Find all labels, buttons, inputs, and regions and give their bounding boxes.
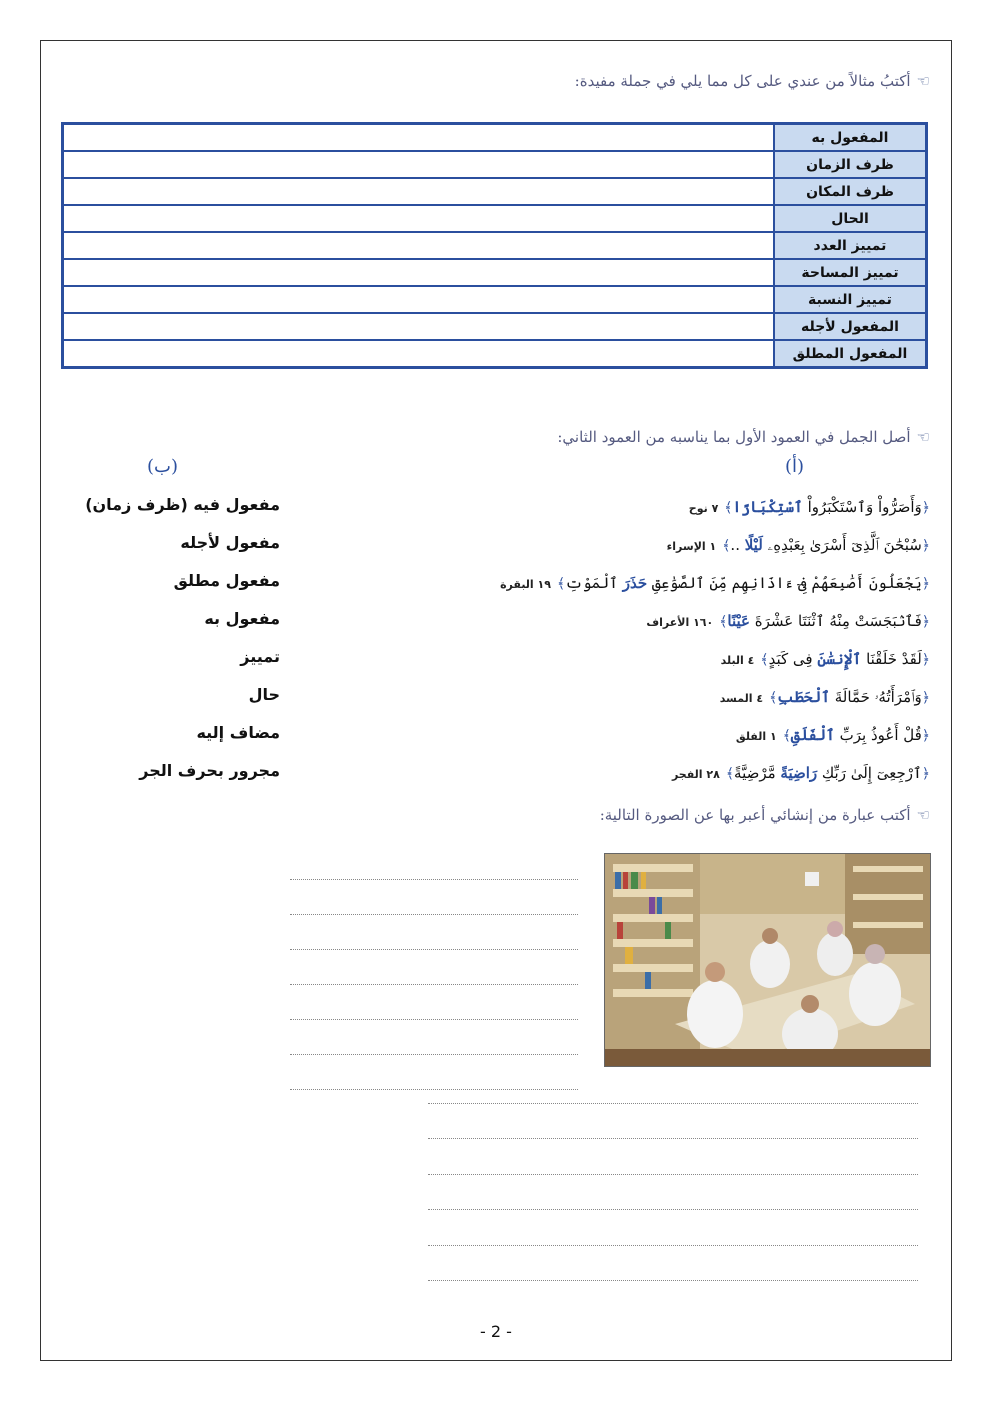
verse-item — [500, 718, 930, 756]
table-row — [63, 259, 927, 286]
verse-part: .. — [730, 536, 745, 554]
verse-text — [777, 688, 922, 706]
answer-cell[interactable] — [63, 259, 775, 286]
highlighted-word: ٱلْحَطَبِ — [777, 688, 830, 706]
column-b-list — [60, 490, 280, 794]
column-b-title: (ب) — [147, 456, 179, 477]
pointing-hand-icon: ☜ — [916, 72, 930, 90]
ornate-bracket-icon: ﴿ — [921, 728, 930, 744]
verse-part: ٱلْمَوْتِ — [565, 574, 623, 592]
ornate-bracket-icon: ﴾ — [769, 690, 778, 706]
list-item: مفعول لأجله — [180, 533, 280, 552]
ornate-bracket-icon: ﴿ — [921, 500, 930, 516]
verse-item — [500, 604, 930, 642]
verse-text — [727, 612, 921, 630]
ornate-bracket-icon: ﴾ — [760, 652, 769, 668]
writing-line[interactable] — [290, 1020, 578, 1055]
verse-part: قُلْ أَعُوذُ بِرَبِّ — [834, 726, 922, 744]
verse-part: سُبْحَٰنَ ٱلَّذِىٓ أَسْرَىٰ بِعَبْدِهِۦ — [762, 536, 922, 554]
verse-part: فِى كَبَدٍ — [768, 650, 818, 668]
table-row — [63, 286, 927, 313]
writing-line[interactable] — [428, 1246, 918, 1282]
verse-part: يَجْعَلُونَ أَصَٰبِعَهُمْ فِىٓ ءَاذَانِهِم مِّنَ ٱلصَّوَٰعِقِ — [647, 574, 922, 592]
table-row — [63, 340, 927, 368]
highlighted-word: رَاضِيَةً — [780, 764, 818, 782]
verse-text — [769, 650, 922, 668]
row-label: ظرف الزمان — [774, 151, 927, 178]
verse-item — [500, 566, 930, 604]
writing-line[interactable] — [290, 880, 578, 915]
verse-text — [732, 498, 921, 516]
row-label: الحال — [774, 205, 927, 232]
verse-part: وَأَصَرُّواْ وَٱسْتَكْبَرُواْ — [802, 498, 922, 516]
ornate-bracket-icon: ﴿ — [921, 652, 930, 668]
list-item: مفعول مطلق — [173, 571, 280, 590]
table-row — [63, 178, 927, 205]
ornate-bracket-icon: ﴾ — [724, 500, 733, 516]
verse-text — [791, 726, 922, 744]
highlighted-word: حَذَرَ — [622, 574, 648, 592]
library-photo-drawing — [605, 854, 930, 1066]
list-item: مجرور بحرف الجر — [139, 761, 280, 780]
row-label: المفعول به — [774, 124, 927, 152]
verse-reference: ٤ البلد — [720, 654, 755, 667]
verse-item — [500, 528, 930, 566]
instruction-2-text: أصل الجمل في العمود الأول بما يناسبه من العمود الثاني: — [557, 428, 911, 446]
row-label: تمييز النسبة — [774, 286, 927, 313]
pointing-hand-icon: ☜ — [916, 806, 930, 824]
table-row — [63, 151, 927, 178]
verse-text — [565, 574, 922, 592]
answer-cell[interactable] — [63, 340, 775, 368]
answer-cell[interactable] — [63, 286, 775, 313]
highlighted-word: عَيْنًا — [727, 612, 750, 630]
writing-line[interactable] — [428, 1175, 918, 1211]
table-row — [63, 124, 927, 152]
ornate-bracket-icon: ﴿ — [921, 690, 930, 706]
row-label: ظرف المكان — [774, 178, 927, 205]
list-item: مفعول فيه (ظرف زمان) — [85, 495, 280, 514]
verse-item — [500, 642, 930, 680]
ornate-bracket-icon: ﴿ — [921, 576, 930, 592]
writing-line[interactable] — [290, 985, 578, 1020]
writing-line[interactable] — [428, 1139, 918, 1175]
verse-reference: ١٦٠ الأعراف — [646, 616, 714, 629]
verse-reference: ٧ نوح — [688, 502, 719, 515]
answer-cell[interactable] — [63, 205, 775, 232]
answer-cell[interactable] — [63, 124, 775, 152]
row-label: المفعول المطلق — [774, 340, 927, 368]
page-number: - 2 - — [480, 1322, 512, 1341]
verse-item — [500, 490, 930, 528]
row-label: تمييز المساحة — [774, 259, 927, 286]
table-row — [63, 232, 927, 259]
highlighted-word: ٱسْتِكْبَارًا — [732, 498, 803, 516]
ornate-bracket-icon: ﴾ — [725, 766, 735, 782]
ornate-bracket-icon: ﴿ — [921, 766, 930, 782]
verse-part: ٱرْجِعِىٓ إِلَىٰ رَبِّكِ — [817, 764, 922, 782]
verse-reference: ٢٨ الفجر — [671, 768, 720, 781]
writing-line[interactable] — [428, 1104, 918, 1140]
long-writing-lines[interactable] — [428, 1068, 918, 1281]
writing-line[interactable] — [290, 845, 578, 880]
ornate-bracket-icon: ﴾ — [719, 614, 728, 630]
writing-line[interactable] — [428, 1068, 918, 1104]
instruction-1-text: أكتبُ مثالاً من عندي على كل مما يلي في جملة مفيدة: — [574, 72, 911, 90]
writing-line[interactable] — [428, 1210, 918, 1246]
examples-table — [61, 122, 928, 369]
library-photo — [604, 853, 931, 1067]
list-item: تمييز — [240, 647, 280, 666]
verse-reference: ١ الفلق — [735, 730, 777, 743]
verse-part: فَٱنۢبَجَسَتْ مِنْهُ ٱثْنَتَا عَشْرَةَ — [750, 612, 922, 630]
instruction-1 — [575, 72, 930, 90]
list-item: مفعول به — [204, 609, 280, 628]
table-row — [63, 205, 927, 232]
answer-cell[interactable] — [63, 178, 775, 205]
writing-line[interactable] — [290, 915, 578, 950]
ornate-bracket-icon: ﴿ — [921, 538, 930, 554]
column-a-list — [500, 490, 930, 794]
verse-part: وَٱمْرَأَتُهُۥ حَمَّالَةَ — [830, 688, 922, 706]
writing-line[interactable] — [290, 950, 578, 985]
verse-reference: ١ الإسراء — [666, 540, 717, 553]
instruction-2 — [557, 428, 930, 446]
short-writing-lines[interactable] — [290, 845, 578, 1090]
answer-cell[interactable] — [63, 313, 775, 340]
table-row — [63, 313, 927, 340]
row-label: تمييز العدد — [774, 232, 927, 259]
verse-part: لَقَدْ خَلَقْنَا — [861, 650, 922, 668]
ornate-bracket-icon: ﴾ — [556, 576, 566, 592]
verse-text — [734, 764, 922, 782]
ornate-bracket-icon: ﴾ — [722, 538, 731, 554]
instruction-3-text: أكتب عبارة من إنشائي أعبر بها عن الصورة التالية: — [599, 806, 911, 824]
verse-item — [500, 680, 930, 718]
ornate-bracket-icon: ﴾ — [782, 728, 791, 744]
instruction-3 — [600, 806, 930, 824]
verse-reference: ٤ المسد — [719, 692, 764, 705]
ornate-bracket-icon: ﴿ — [921, 614, 930, 630]
column-a-title: (أ) — [785, 456, 805, 477]
verse-item — [500, 756, 930, 794]
highlighted-word: ٱلْفَلَقِ — [790, 726, 835, 744]
pointing-hand-icon: ☜ — [916, 428, 930, 446]
answer-cell[interactable] — [63, 151, 775, 178]
verse-text — [730, 536, 921, 554]
highlighted-word: ٱلْإِنسَٰنَ — [817, 650, 862, 668]
row-label: المفعول لأجله — [774, 313, 927, 340]
highlighted-word: لَيْلًا — [744, 536, 763, 554]
verse-reference: ١٩ البقرة — [500, 578, 551, 591]
list-item: مضاف إليه — [196, 723, 280, 742]
answer-cell[interactable] — [63, 232, 775, 259]
verse-part: مَّرْضِيَّةً — [734, 764, 781, 782]
list-item: حال — [248, 685, 280, 704]
